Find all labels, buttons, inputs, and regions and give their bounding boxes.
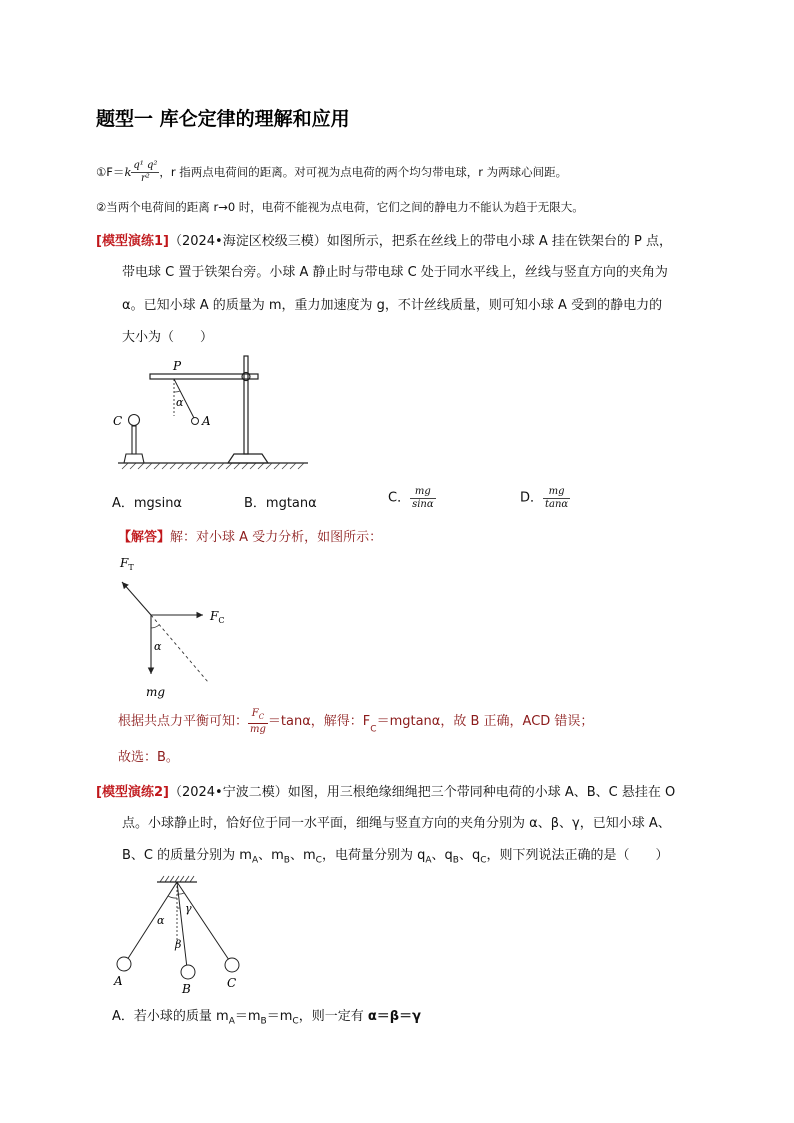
ft-arrow — [122, 582, 151, 615]
q1-line-1-text: （2024•海淀区校级三模）如图所示，把系在丝线上的带电小球 A 挂在铁架台的 P 点， — [168, 234, 672, 249]
q1-option-c-num: mg — [410, 486, 436, 499]
answer-tag: 【解答】 — [118, 530, 171, 545]
rule-2: ②当两个电荷间的距离 r→0 时，电荷不能视为点电荷，它们之间的静电力不能认为趋于无限大。 — [96, 200, 584, 214]
q2-line-3-a: B、C 的质量分别为 m — [122, 848, 252, 863]
string-a — [127, 882, 177, 960]
q1-line-3: α。已知小球 A 的质量为 m，重力加速度为 g，不计丝线质量，则可知小球 A 受到的静电力的 — [122, 298, 663, 313]
stand-base — [228, 454, 268, 463]
q2-line-3-qa: A — [425, 855, 432, 866]
q2-line-3-f: 、q — [458, 848, 481, 863]
label-alpha: α — [176, 396, 184, 409]
q1-tag: [模型演练1] — [96, 234, 169, 249]
q1-line-4: 大小为（ ） — [122, 330, 214, 345]
solution-sub: C — [370, 724, 377, 735]
ball-c-stand-base — [124, 454, 144, 463]
q2-line-3-c: 、m — [289, 848, 316, 863]
rule-1-prefix: ①F＝ — [96, 165, 125, 179]
q1-option-d-fraction — [543, 486, 570, 511]
ball-a — [192, 418, 199, 425]
q2-line-3-sc: C — [315, 855, 322, 866]
ball-c-stand — [132, 426, 136, 454]
label-a: A — [114, 974, 123, 988]
label-c: C — [113, 414, 123, 428]
rule-1-suffix: ，r 指两点电荷间的距离。对可视为点电荷的两个均匀带电球，r 为两球心间距。 — [159, 165, 568, 179]
ft-label-main: F — [120, 556, 129, 570]
fc-label — [209, 609, 224, 625]
q2-line-2: 点。小球静止时，恰好位于同一水平面，细绳与竖直方向的夹角分别为 α、β、γ，已知小球 A、 — [122, 816, 671, 831]
q1-solution — [118, 708, 593, 739]
q1-line-1 — [96, 233, 672, 251]
iron-stand-figure — [110, 350, 310, 475]
q2-tag: [模型演练2] — [96, 785, 169, 800]
q1-option-c-fraction — [410, 486, 436, 511]
q1-line-2: 带电球 C 置于铁架台旁。小球 A 静止时与带电球 C 处于同水平线上，丝线与竖直方向的夹角为 — [122, 265, 668, 280]
q1-option-d[interactable] — [520, 486, 570, 511]
force-diagram — [110, 552, 240, 702]
angle-arc — [174, 391, 180, 392]
q2-option-a-sa: A — [228, 1016, 235, 1027]
q1-choice: 故选：B。 — [118, 750, 179, 765]
solution-tail: ＝mgtanα，故 B 正确，ACD 错误； — [376, 714, 594, 729]
rule-1-k: k — [124, 165, 132, 179]
q2-line-3-d: ，电荷量分别为 q — [321, 848, 426, 863]
q2-option-a-c: ＝m — [266, 1009, 293, 1024]
q1-option-b[interactable]: B．mgtanα — [244, 496, 317, 511]
alpha-arc — [151, 625, 159, 628]
q2-line-3-qc: C — [480, 855, 487, 866]
ball-a — [117, 957, 131, 971]
rule-1-fraction-num: q¹ q² — [133, 160, 158, 171]
q1-option-c[interactable] — [388, 486, 436, 511]
q2-line-3-sb: B — [283, 855, 290, 866]
label-gamma: γ — [185, 902, 192, 915]
alpha-arc — [168, 896, 177, 898]
solution-frac-num — [248, 708, 268, 724]
label-b: B — [182, 982, 191, 996]
q2-option-a-sb: B — [260, 1016, 267, 1027]
label-beta: β — [175, 938, 182, 951]
ball-c — [225, 958, 239, 972]
page-title: 题型一 库仑定律的理解和应用 — [96, 108, 350, 130]
label-c: C — [227, 976, 237, 990]
ground-hatch — [122, 463, 304, 469]
label-p: P — [173, 359, 182, 373]
rule-1-fraction-den: r² — [141, 173, 150, 184]
ceiling-hatch — [160, 876, 194, 882]
mg-label: mg — [146, 685, 166, 699]
q2-option-a-sc: C — [292, 1016, 299, 1027]
ball-c — [129, 415, 140, 426]
q1-option-d-num: mg — [543, 486, 570, 499]
answer-line-1-text: 解：对小球 A 受力分析，如图所示： — [170, 530, 383, 545]
stand-pole — [244, 356, 248, 454]
q1-option-d-prefix: D． — [520, 490, 544, 506]
label-a: A — [202, 414, 211, 428]
solution-frac-num-sub: C — [258, 713, 265, 721]
pendulum-figure — [105, 872, 255, 997]
q2-option-a[interactable] — [112, 1008, 421, 1031]
ball-b — [181, 965, 195, 979]
q2-option-a-b: ＝m — [234, 1009, 261, 1024]
label-alpha: α — [157, 914, 165, 927]
q1-option-a[interactable]: A．mgsinα — [112, 496, 183, 511]
q2-option-a-a: A．若小球的质量 m — [112, 1009, 229, 1024]
solution-frac-num-main: F — [251, 708, 259, 719]
alpha-label: α — [154, 640, 162, 653]
rule-1 — [96, 160, 567, 185]
fc-label-sub: C — [218, 616, 225, 625]
q2-line-3-qb: B — [452, 855, 459, 866]
solution-prefix: 根据共点力平衡可知： — [118, 714, 249, 729]
q1-option-d-den: tanα — [545, 499, 569, 510]
q2-line-3 — [122, 847, 669, 870]
q2-line-1 — [96, 784, 675, 802]
q1-option-c-prefix: C． — [388, 490, 411, 506]
solution-fraction — [248, 708, 268, 736]
solution-frac-den: mg — [250, 724, 266, 735]
ft-label-sub: T — [128, 563, 134, 572]
q2-line-3-b: 、m — [258, 848, 284, 863]
ft-label — [119, 556, 134, 572]
fc-label-main: F — [210, 609, 219, 623]
q1-answer-line-1 — [118, 529, 382, 547]
q1-option-c-den: sinα — [412, 499, 434, 510]
rule-1-fraction — [131, 160, 159, 185]
q2-line-3-sa: A — [251, 855, 259, 866]
solution-suffix: ＝tanα，解得：F — [267, 714, 371, 729]
q2-line-1-text: （2024•宁波二模）如图，用三根绝缘细绳把三个带同种电荷的小球 A、B、C 悬挂在 O — [168, 785, 676, 800]
q2-line-3-e: 、q — [431, 848, 453, 863]
q2-option-a-eq: α＝β＝γ — [367, 1009, 421, 1024]
q2-line-3-g: ，则下列说法正确的是（ ） — [486, 848, 669, 863]
q2-option-a-d: ，则一定有 — [298, 1009, 368, 1024]
